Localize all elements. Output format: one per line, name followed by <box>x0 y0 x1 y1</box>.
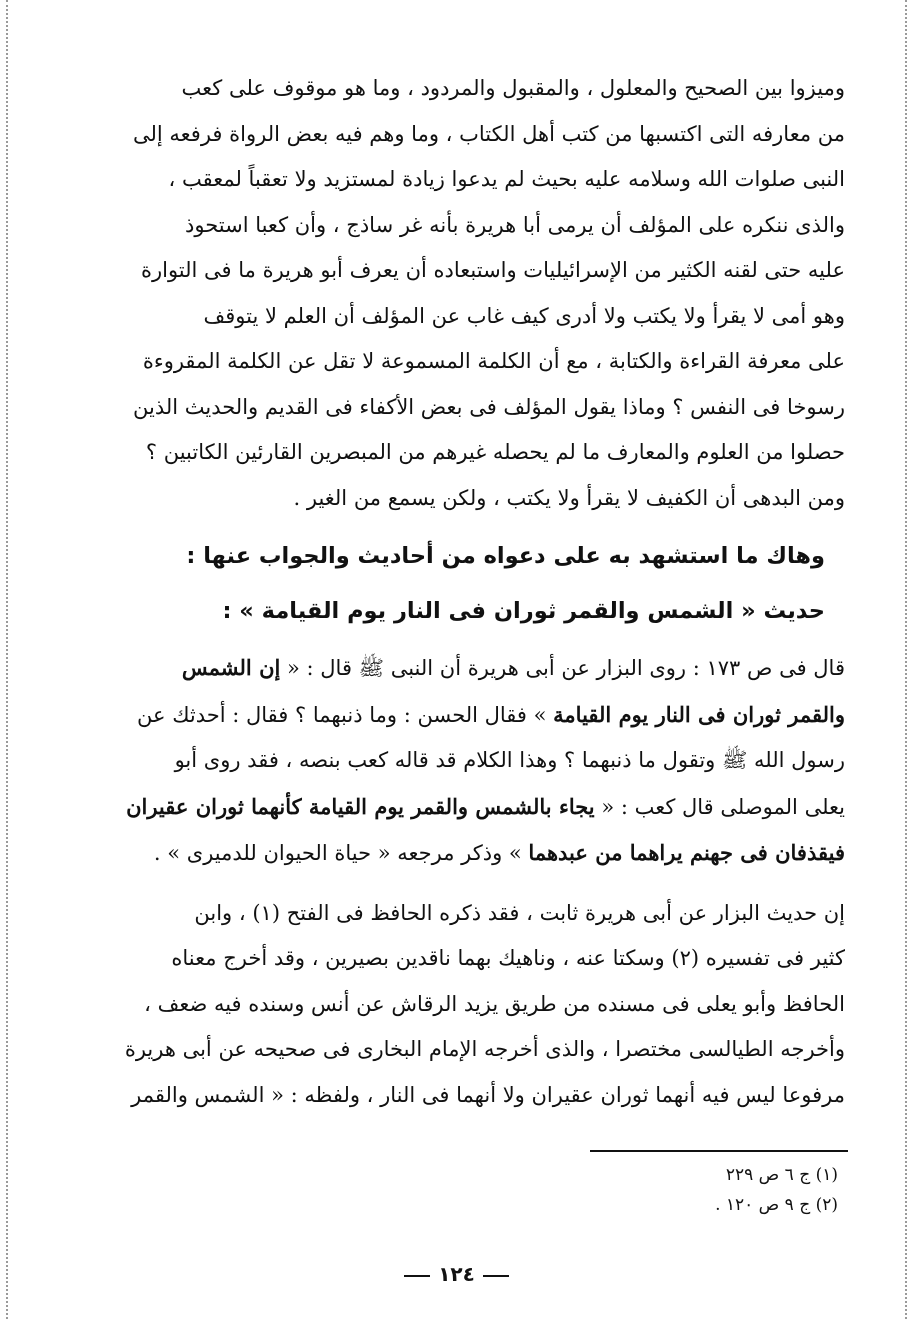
text-line <box>100 784 845 831</box>
paragraph-1 <box>100 66 845 521</box>
text-line: والذى ننكره على المؤلف أن يرمى أبا هريرة بأنه غر ساذج ، وأن كعبا استحوذ <box>185 212 845 237</box>
text-line: ومن البدهى أن الكفيف لا يقرأ ولا يكتب ، ولكن يسمع من الغير . <box>293 485 845 510</box>
footnotes <box>715 1160 838 1220</box>
text-line: الحافظ وأبو يعلى فى مسنده من طريق يزيد الرقاش عن أنس وسنده فيه ضعف ، <box>144 991 845 1016</box>
text-line <box>100 645 845 692</box>
text-line: وهو أمى لا يقرأ ولا يكتب ولا أدرى كيف غاب عن المؤلف أن العلم لا يتوقف <box>203 303 845 328</box>
text-line: على معرفة القراءة والكتابة ، مع أن الكلمة المسموعة لا تقل عن الكلمة المقروءة <box>142 349 845 373</box>
text-line: مرفوعا ليس فيه أنهما ثوران عقيران ولا أنهما فى النار ، ولفظه : « الشمس والقمر <box>131 1082 845 1107</box>
section-heading: وهاك ما استشهد به على دعواه من أحاديث والجواب عنها : <box>186 543 825 569</box>
page-number-value: ١٢٤ <box>438 1262 475 1286</box>
text-line: وأخرجه الطيالسى مختصرا ، والذى أخرجه الإمام البخارى فى صحيحه عن أبى هريرة <box>124 1037 845 1061</box>
text-line <box>100 830 845 877</box>
footnote-divider <box>590 1150 848 1152</box>
plain-text: قال فى ص ١٧٣ : روى البزار عن أبى هريرة أن النبى ﷺ قال : « <box>280 656 845 680</box>
text-line: إن حديث البزار عن أبى هريرة ثابت ، فقد ذكره الحافظ فى الفتح (١) ، وابن <box>194 900 845 925</box>
text-line: كثير فى تفسيره (٢) وسكتا عنه ، وناهيك بهما ناقدين بصيرين ، وقد أخرج معناه <box>171 946 845 970</box>
text-line: حصلوا من العلوم والمعارف ما لم يحصله غيرهم من المبصرين القارئين الكاتبين ؟ <box>145 440 845 464</box>
page-body <box>100 66 845 1118</box>
page-number-dash <box>404 1275 430 1277</box>
text-line: النبى صلوات الله وسلامه عليه بحيث لم يدعوا زيادة لمستزيد ولا تعقباً لمعقب ، <box>168 167 845 191</box>
text-line: رسوخا فى النفس ؟ وماذا يقول المؤلف فى بعض الأكفاء فى القديم والحديث الذين <box>132 394 845 419</box>
binding-dots-right <box>905 0 907 1319</box>
page-number <box>0 1262 913 1286</box>
page-number-dash <box>483 1275 509 1277</box>
paragraph-3 <box>100 891 845 1119</box>
text-line <box>100 692 845 739</box>
text-line: من معارفه التى اكتسبها من كتب أهل الكتاب ، وما وهم فيه بعض الرواة فرفعه إلى <box>133 121 845 146</box>
hadith-heading: حديث « الشمس والقمر ثوران فى النار يوم القيامة » : <box>222 598 825 624</box>
text-line: عليه حتى لقنه الكثير من الإسرائيليات واستبعاده أن يعرف أبو هريرة ما فى التوارة <box>140 258 845 282</box>
plain-text: يعلى الموصلى قال كعب : « <box>594 794 845 819</box>
plain-text: » فقال الحسن : وما ذنبهما ؟ فقال : أحدثك عن <box>137 702 554 727</box>
hadith-quote: إن الشمس <box>181 655 281 680</box>
plain-text: » وذكر مرجعه « حياة الحيوان للدميرى » . <box>153 841 529 865</box>
binding-dots-left <box>6 0 8 1319</box>
footnote-1: (١) ج ٦ ص ٢٢٩ <box>725 1165 838 1185</box>
text-line: وميزوا بين الصحيح والمعلول ، والمقبول والمردود ، وما هو موقوف على كعب <box>181 76 845 100</box>
hadith-quote: يجاء بالشمس والقمر يوم القيامة كأنهما ثوران عقيران <box>126 793 595 819</box>
hadith-quote: والقمر ثوران فى النار يوم القيامة <box>553 701 845 727</box>
hadith-quote: فيقذفان فى جهنم يراهما من عبدهما <box>528 840 845 865</box>
footnote-2: (٢) ج ٩ ص ١٢٠ . <box>715 1195 838 1215</box>
text-line: رسول الله ﷺ وتقول ما ذنبهما ؟ وهذا الكلام قد قاله كعب بنصه ، فقد روى أبو <box>174 748 845 772</box>
paragraph-2 <box>100 645 845 877</box>
